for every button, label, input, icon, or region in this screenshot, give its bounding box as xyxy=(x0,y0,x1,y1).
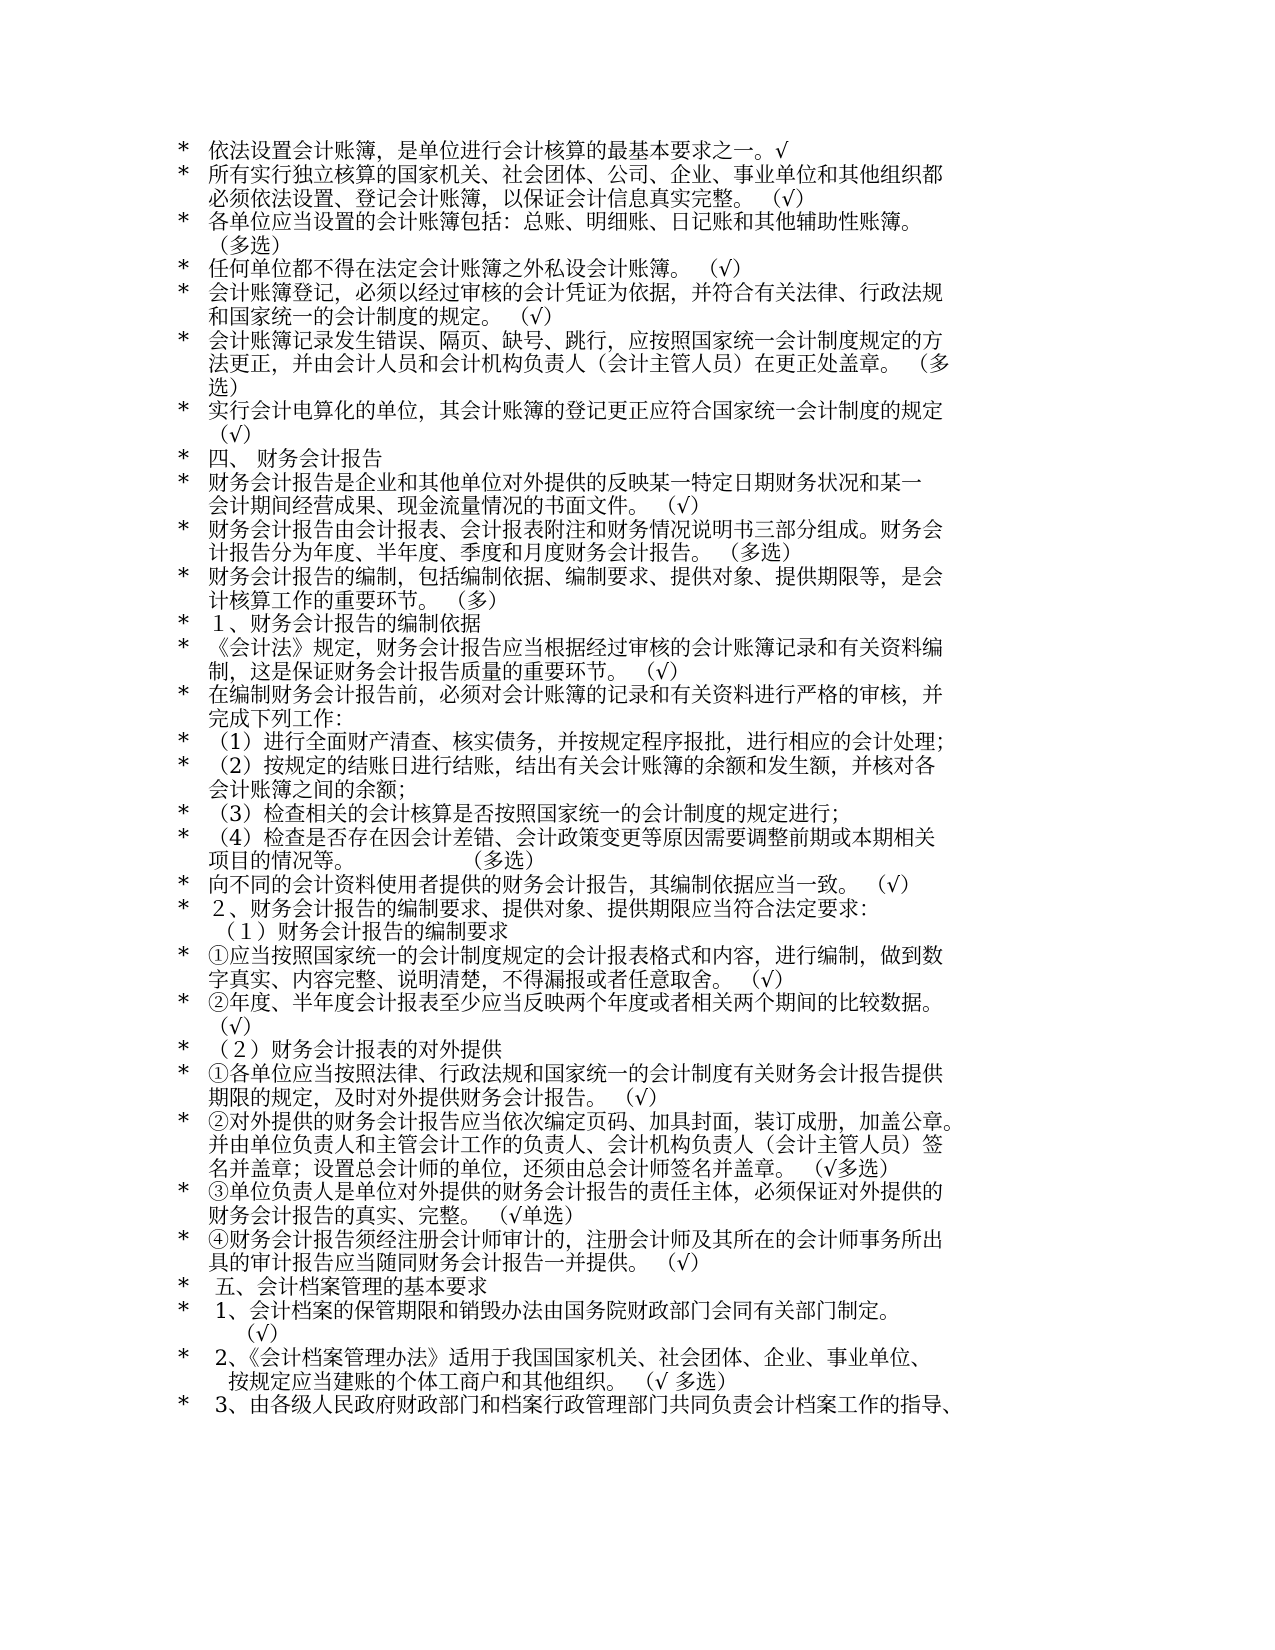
text-line: 向不同的会计资料使用者提供的财务会计报告，其编制依据应当一致。 （√） xyxy=(208,872,922,897)
list-item xyxy=(178,945,1058,992)
bullet-marker: * xyxy=(178,612,189,638)
item-text xyxy=(208,164,1058,211)
text-line: （√） xyxy=(208,422,264,447)
text-line: （√） xyxy=(208,1322,291,1347)
item-text xyxy=(208,1111,1058,1182)
text-line: 依法设置会计账簿，是单位进行会计核算的最基本要求之一。√ xyxy=(208,139,789,163)
item-text xyxy=(208,1300,1058,1347)
text-line: 会计账簿之间的余额； xyxy=(208,778,418,803)
text-line: 财务会计报告由会计报表、会计报表附注和财务情况说明书三部分组成。财务会 xyxy=(208,517,943,542)
text-line: 法更正，并由会计人员和会计机构负责人（会计主管人员）在更正处盖章。 （多 xyxy=(208,352,950,377)
list-item xyxy=(178,282,1058,329)
item-text xyxy=(208,400,1058,447)
item-text xyxy=(208,1347,1058,1394)
text-line: 四、 财务会计报告 xyxy=(208,446,383,471)
item-text xyxy=(208,330,1058,401)
list-item xyxy=(178,1111,1058,1182)
item-text xyxy=(208,755,1058,802)
bullet-marker: * xyxy=(178,1109,189,1135)
text-line: 五、会计档案管理的基本要求 xyxy=(208,1274,488,1299)
text-line: 会计账簿记录发生错误、隔页、缺号、跳行，应按照国家统一会计制度规定的方 xyxy=(208,328,943,353)
bullet-marker: * xyxy=(178,564,189,590)
list-item xyxy=(178,613,1058,637)
item-text xyxy=(208,566,1058,613)
text-line: 会计账簿登记，必须以经过审核的会计凭证为依据，并符合有关法律、行政法规 xyxy=(208,281,943,306)
text-line: 必须依法设置、登记会计账簿，以保证会计信息真实完整。 （√） xyxy=(208,186,817,211)
text-line: 1、会计档案的保管期限和销毁办法由国务院财政部门会同有关部门制定。 xyxy=(208,1298,901,1323)
text-line: 实行会计电算化的单位，其会计账簿的登记更正应符合国家统一会计制度的规定 xyxy=(208,399,943,424)
item-text xyxy=(208,282,1058,329)
text-line: ①应当按照国家统一的会计制度规定的会计报表格式和内容，进行编制，做到数 xyxy=(208,944,943,969)
item-text xyxy=(208,945,1058,992)
item-text xyxy=(208,472,1058,519)
list-item xyxy=(178,1300,1058,1347)
item-text xyxy=(208,1039,1058,1063)
item-text xyxy=(208,211,1058,258)
text-line: 完成下列工作： xyxy=(208,706,355,731)
list-item xyxy=(178,519,1058,566)
text-line: 计报告分为年度、半年度、季度和月度财务会计报告。 （多选） xyxy=(208,541,803,566)
item-text xyxy=(208,1063,1058,1110)
text-line: 和国家统一的会计制度的规定。 （√） xyxy=(208,304,565,329)
text-line: （2）按规定的结账日进行结账，结出有关会计账簿的余额和发生额，并核对各 xyxy=(208,754,936,779)
bullet-marker: * xyxy=(178,328,189,354)
list-item xyxy=(178,472,1058,519)
bullet-marker: * xyxy=(178,257,189,283)
text-line: （多选） xyxy=(208,233,292,258)
item-text xyxy=(208,827,1058,874)
bullet-marker: * xyxy=(178,683,189,709)
item-text xyxy=(208,684,1058,731)
bullet-marker: * xyxy=(178,872,189,898)
text-line: （1）进行全面财产清查、核实债务，并按规定程序报批，进行相应的会计处理； xyxy=(208,730,957,755)
item-text xyxy=(208,637,1058,684)
item-text xyxy=(208,731,1058,755)
text-line: 财务会计报告的真实、完整。 （√单选） xyxy=(208,1203,586,1228)
list-item xyxy=(178,566,1058,613)
list-item xyxy=(178,1039,1058,1063)
text-line: 2、《会计档案管理办法》适用于我国国家机关、社会团体、企业、事业单位、 xyxy=(208,1345,932,1370)
text-line: 会计期间经营成果、现金流量情况的书面文件。 （√） xyxy=(208,494,712,519)
list-item xyxy=(178,1394,1058,1418)
list-item xyxy=(178,164,1058,211)
text-line: ③单位负责人是单位对外提供的财务会计报告的责任主体，必须保证对外提供的 xyxy=(208,1180,943,1205)
bullet-marker: * xyxy=(178,801,189,827)
item-text xyxy=(208,258,1058,282)
bullet-marker: * xyxy=(178,517,189,543)
text-line: ②年度、半年度会计报表至少应当反映两个年度或者相关两个期间的比较数据。 xyxy=(208,991,943,1016)
text-line: 在编制财务会计报告前，必须对会计账簿的记录和有关资料进行严格的审核，并 xyxy=(208,683,943,708)
list-item xyxy=(178,1347,1058,1394)
list-item xyxy=(178,1181,1058,1228)
text-line: 各单位应当设置的会计账簿包括：总账、明细账、日记账和其他辅助性账簿。 xyxy=(208,210,922,235)
list-item xyxy=(178,803,1058,827)
text-line: ２、财务会计报告的编制要求、提供对象、提供期限应当符合法定要求： xyxy=(208,896,880,921)
bullet-marker: * xyxy=(178,1227,189,1253)
item-text xyxy=(208,898,1058,945)
item-text xyxy=(208,1394,1058,1418)
text-line: 财务会计报告的编制，包括编制依据、编制要求、提供对象、提供期限等，是会 xyxy=(208,564,943,589)
list-item xyxy=(178,874,1058,898)
list-item xyxy=(178,827,1058,874)
text-line: １、财务会计报告的编制依据 xyxy=(208,612,481,637)
item-text xyxy=(208,1229,1058,1276)
bullet-marker: * xyxy=(178,636,189,662)
text-line: 《会计法》规定，财务会计报告应当根据经过审核的会计账簿记录和有关资料编 xyxy=(208,636,943,661)
list-item xyxy=(178,637,1058,684)
bullet-marker: * xyxy=(178,399,189,425)
item-text xyxy=(208,992,1058,1039)
bullet-marker: * xyxy=(178,896,189,922)
list-item xyxy=(178,211,1058,258)
list-item xyxy=(178,1229,1058,1276)
text-line: 所有实行独立核算的国家机关、社会团体、公司、企业、事业单位和其他组织都 xyxy=(208,163,943,187)
bullet-marker: * xyxy=(178,1038,189,1064)
item-text xyxy=(208,140,1058,164)
text-line: 3、由各级人民政府财政部门和档案行政管理部门共同负责会计档案工作的指导、 xyxy=(208,1393,964,1418)
list-item xyxy=(178,684,1058,731)
bullet-marker: * xyxy=(178,1393,189,1419)
list-item xyxy=(178,258,1058,282)
bullet-marker: * xyxy=(178,1345,189,1371)
text-line: 制，这是保证财务会计报告质量的重要环节。 （√） xyxy=(208,659,691,684)
bullet-marker: * xyxy=(178,944,189,970)
text-line: 项目的情况等。 （多选） xyxy=(208,849,546,874)
bullet-marker: * xyxy=(178,1274,189,1300)
list-item xyxy=(178,1063,1058,1110)
list-item xyxy=(178,755,1058,802)
item-text xyxy=(208,448,1058,472)
item-text xyxy=(208,874,1058,898)
text-line: （√） xyxy=(208,1014,264,1039)
text-line: 字真实、内容完整、说明清楚，不得漏报或者任意取舍。 （√） xyxy=(208,967,796,992)
document-page xyxy=(178,140,1058,1418)
list-item xyxy=(178,898,1058,945)
bullet-marker: * xyxy=(178,470,189,496)
text-line: 选） xyxy=(208,375,250,400)
text-line: 名并盖章；设置总会计师的单位，还须由总会计师签名并盖章。 （√多选） xyxy=(208,1156,901,1181)
list-item xyxy=(178,400,1058,447)
text-line: 并由单位负责人和主管会计工作的负责人、会计机构负责人（会计主管人员）签 xyxy=(208,1133,943,1158)
bullet-marker: * xyxy=(178,1062,189,1088)
text-line: （２）财务会计报表的对外提供 xyxy=(208,1038,502,1063)
text-line: （3）检查相关的会计核算是否按照国家统一的会计制度的规定进行； xyxy=(208,801,852,826)
bullet-marker: * xyxy=(178,163,189,188)
text-line: （１）财务会计报告的编制要求 xyxy=(208,920,509,945)
text-line: ①各单位应当按照法律、行政法规和国家统一的会计制度有关财务会计报告提供 xyxy=(208,1062,943,1087)
text-line: 期限的规定，及时对外提供财务会计报告。 （√） xyxy=(208,1086,670,1110)
bullet-marker: * xyxy=(178,446,189,472)
item-text xyxy=(208,803,1058,827)
text-line: （4）检查是否存在因会计差错、会计政策变更等原因需要调整前期或本期相关 xyxy=(208,825,936,850)
list-item xyxy=(178,992,1058,1039)
bullet-marker: * xyxy=(178,281,189,307)
text-line: 任何单位都不得在法定会计账簿之外私设会计账簿。 （√） xyxy=(208,257,754,282)
list-item xyxy=(178,1276,1058,1300)
item-text xyxy=(208,1181,1058,1228)
bullet-marker: * xyxy=(178,1298,189,1324)
list-item xyxy=(178,330,1058,401)
text-line: 具的审计报告应当随同财务会计报告一并提供。 （√） xyxy=(208,1251,712,1276)
text-line: 计核算工作的重要环节。 （多） xyxy=(208,588,509,613)
bullet-marker: * xyxy=(178,1180,189,1206)
bullet-marker: * xyxy=(178,730,189,756)
bullet-marker: * xyxy=(178,210,189,236)
text-line: 财务会计报告是企业和其他单位对外提供的反映某一特定日期财务状况和某一 xyxy=(208,470,922,495)
list-item xyxy=(178,448,1058,472)
text-line: ②对外提供的财务会计报告应当依次编定页码、加具封面，装订成册，加盖公章。 xyxy=(208,1109,964,1134)
bullet-marker: * xyxy=(178,754,189,780)
bullet-marker: * xyxy=(178,991,189,1017)
item-text xyxy=(208,613,1058,637)
text-line: 按规定应当建账的个体工商户和其他组织。 （√ 多选） xyxy=(208,1369,738,1394)
bullet-marker: * xyxy=(178,139,189,164)
item-text xyxy=(208,1276,1058,1300)
text-line: ④财务会计报告须经注册会计师审计的，注册会计师及其所在的会计师事务所出 xyxy=(208,1227,943,1252)
list-item xyxy=(178,140,1058,164)
bullet-marker: * xyxy=(178,825,189,851)
item-text xyxy=(208,519,1058,566)
list-item xyxy=(178,731,1058,755)
